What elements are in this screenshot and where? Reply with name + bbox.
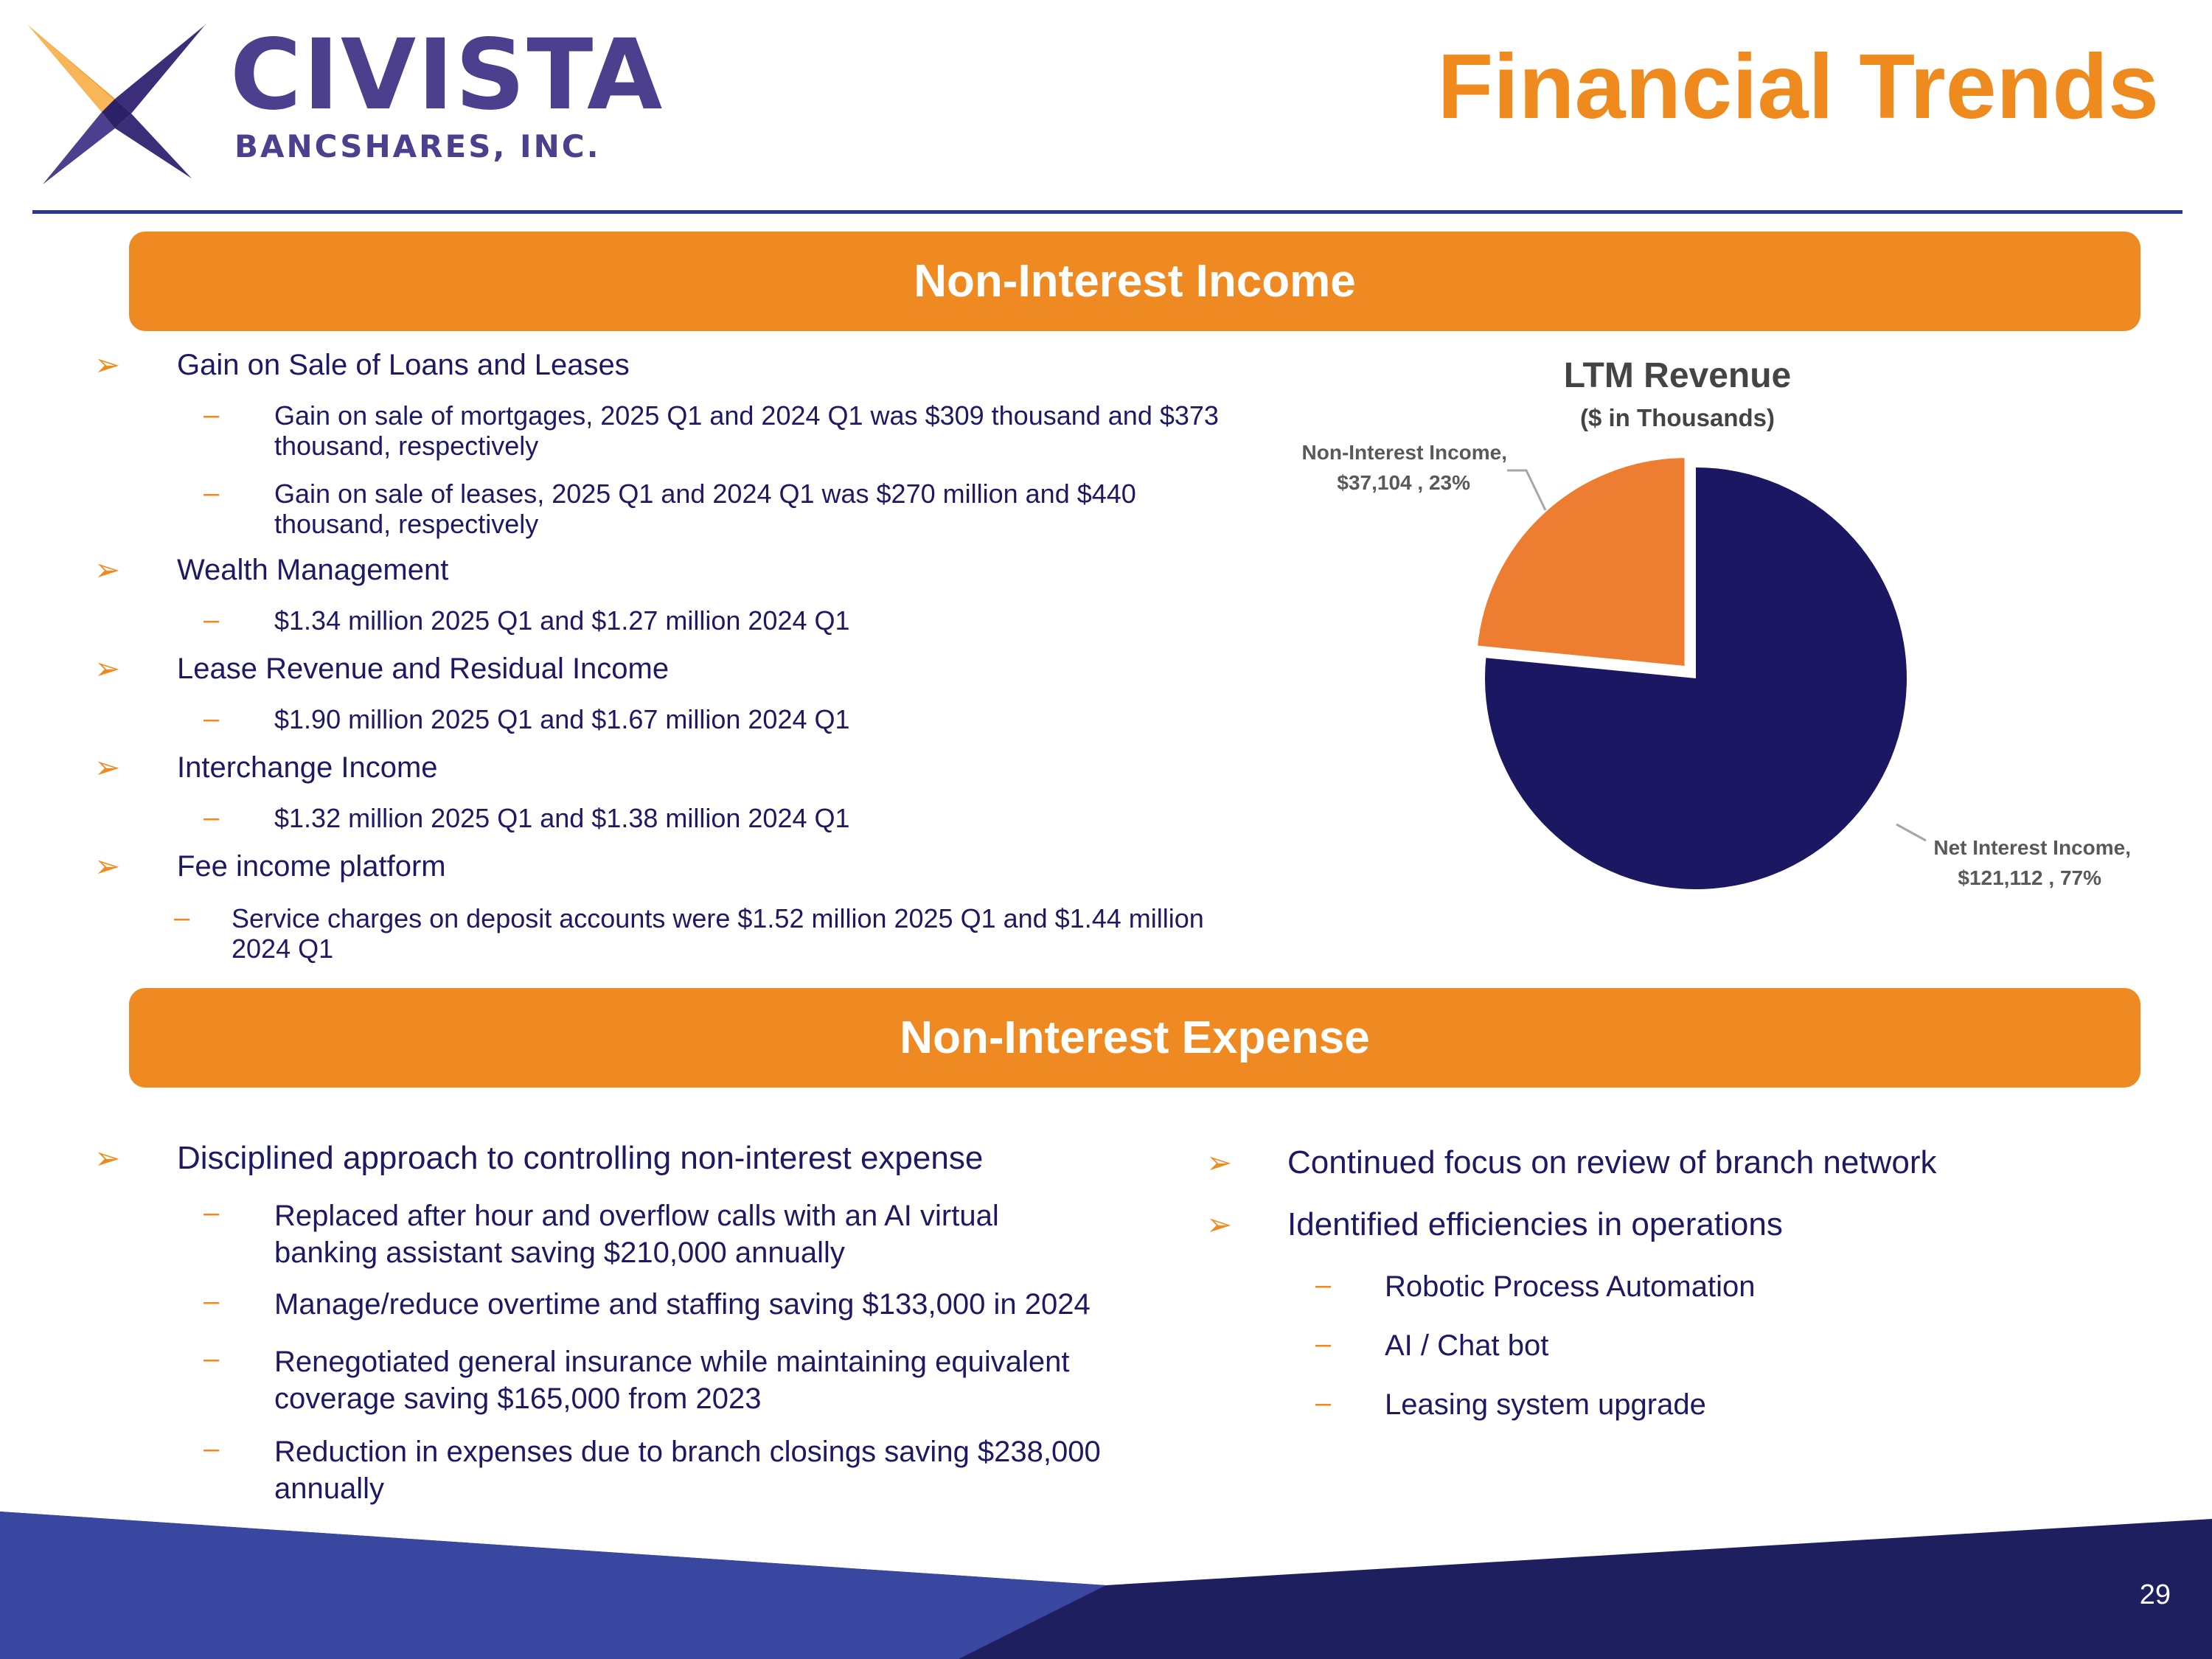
sub-bullet-item	[274, 401, 1219, 461]
pie-label-non-interest-income	[1253, 438, 1507, 498]
dash-bullet-icon: –	[204, 400, 220, 431]
sub-bullet-item: Manage/reduce overtime and staffing saving $133,000 in 2024	[274, 1288, 1091, 1321]
bullet-item: Continued focus on review of branch network	[1287, 1144, 1937, 1180]
sub-bullet-item	[274, 479, 1136, 539]
sub-bullet-line: annually	[274, 1472, 385, 1505]
pie-label-net-interest-income	[1888, 833, 2131, 893]
sub-bullet-line: Service charges on deposit accounts were $1.52 million 2025 Q1 and $1.44 million	[232, 903, 1204, 933]
arrow-bullet-icon: ➢	[94, 552, 121, 587]
chart-title: LTM Revenue	[1563, 356, 1792, 395]
leader-line-non-interest	[1507, 470, 1545, 510]
dash-bullet-icon: –	[204, 802, 220, 833]
sub-bullet-line: 2024 Q1	[232, 933, 334, 964]
arrow-bullet-icon: ➢	[1206, 1207, 1233, 1242]
page-number: 29	[2139, 1579, 2171, 1610]
sub-bullet-line: Replaced after hour and overflow calls with an AI virtual	[274, 1200, 999, 1232]
arrow-bullet-icon: ➢	[94, 1141, 121, 1175]
bullet-item: Lease Revenue and Residual Income	[177, 653, 669, 685]
sub-bullet-item	[274, 1343, 1070, 1417]
dash-bullet-icon: –	[204, 1343, 220, 1374]
dash-bullet-icon: –	[174, 902, 190, 933]
sub-bullet-line: thousand, respectively	[274, 430, 539, 461]
bullet-item: Gain on Sale of Loans and Leases	[177, 349, 630, 381]
section-heading-expense-text: Non-Interest Expense	[900, 1012, 1370, 1063]
page-title: Financial Trends	[1437, 36, 2159, 138]
sub-bullet-item	[274, 1197, 999, 1271]
sub-bullet-line: Renegotiated general insurance while maintaining equivalent	[274, 1346, 1070, 1378]
sub-bullet-line: coverage saving $165,000 from 2023	[274, 1382, 762, 1415]
sub-bullet-item: $1.90 million 2025 Q1 and $1.67 million 2024 Q1	[274, 704, 850, 734]
arrow-bullet-icon: ➢	[94, 651, 121, 686]
bullet-item: Disciplined approach to controlling non-interest expense	[177, 1140, 984, 1176]
logo-wordmark: CIVISTA	[230, 18, 664, 132]
dash-bullet-icon: –	[204, 1286, 220, 1317]
sub-bullet-line: thousand, respectively	[274, 508, 539, 539]
sub-bullet-line: Reduction in expenses due to branch closings saving $238,000	[274, 1436, 1101, 1468]
dash-bullet-icon: –	[1315, 1329, 1332, 1360]
pie-chart	[1445, 442, 1947, 914]
section-heading-income-text: Non-Interest Income	[914, 256, 1356, 307]
arrow-bullet-icon: ➢	[1206, 1145, 1233, 1180]
sub-bullet-line: banking assistant saving $210,000 annually	[274, 1237, 845, 1269]
dash-bullet-icon: –	[204, 605, 220, 636]
arrow-bullet-icon: ➢	[94, 750, 121, 785]
sub-bullet-item: AI / Chat bot	[1385, 1329, 1549, 1362]
sub-bullet-line: Gain on sale of mortgages, 2025 Q1 and 2024 Q1 was $309 thousand and $373	[274, 400, 1219, 431]
logo-subtitle: BANCSHARES, INC.	[234, 128, 601, 164]
header-divider	[32, 210, 2183, 214]
sub-bullet-item: $1.34 million 2025 Q1 and $1.27 million 2024 Q1	[274, 605, 850, 636]
civista-logo-icon	[28, 25, 205, 186]
pie-label-name: Non-Interest Income,	[1301, 441, 1507, 464]
bullet-item: Wealth Management	[177, 554, 449, 586]
bullet-item: Interchange Income	[177, 751, 438, 784]
bullet-item: Fee income platform	[177, 850, 446, 883]
dash-bullet-icon: –	[204, 1197, 220, 1228]
sub-bullet-item: $1.32 million 2025 Q1 and $1.38 million 2024 Q1	[274, 803, 850, 833]
arrow-bullet-icon: ➢	[94, 347, 121, 382]
sub-bullet-line: Gain on sale of leases, 2025 Q1 and 2024 Q1 was $270 million and $440	[274, 479, 1136, 509]
section-heading-expense	[129, 988, 2140, 1088]
footer-band	[0, 1512, 2212, 1659]
pie-label-value: $37,104 , 23%	[1337, 470, 1470, 494]
sub-bullet-item: Robotic Process Automation	[1385, 1270, 1756, 1303]
sub-bullet-item	[232, 904, 1204, 964]
dash-bullet-icon: –	[1315, 1270, 1332, 1301]
dash-bullet-icon: –	[204, 478, 220, 509]
sub-bullet-item: Leasing system upgrade	[1385, 1388, 1706, 1421]
dash-bullet-icon: –	[204, 703, 220, 734]
dash-bullet-icon: –	[1315, 1388, 1332, 1419]
section-heading-income	[129, 232, 2140, 331]
sub-bullet-item	[274, 1433, 1101, 1507]
bullet-item: Identified efficiencies in operations	[1287, 1206, 1783, 1242]
pie-slice-non-interest-income	[1476, 456, 1686, 667]
dash-bullet-icon: –	[204, 1433, 220, 1464]
arrow-bullet-icon: ➢	[94, 849, 121, 883]
pie-label-name: Net Interest Income,	[1933, 836, 2131, 859]
pie-label-value: $121,112 , 77%	[1958, 866, 2101, 889]
chart-subtitle: ($ in Thousands)	[1580, 404, 1775, 431]
